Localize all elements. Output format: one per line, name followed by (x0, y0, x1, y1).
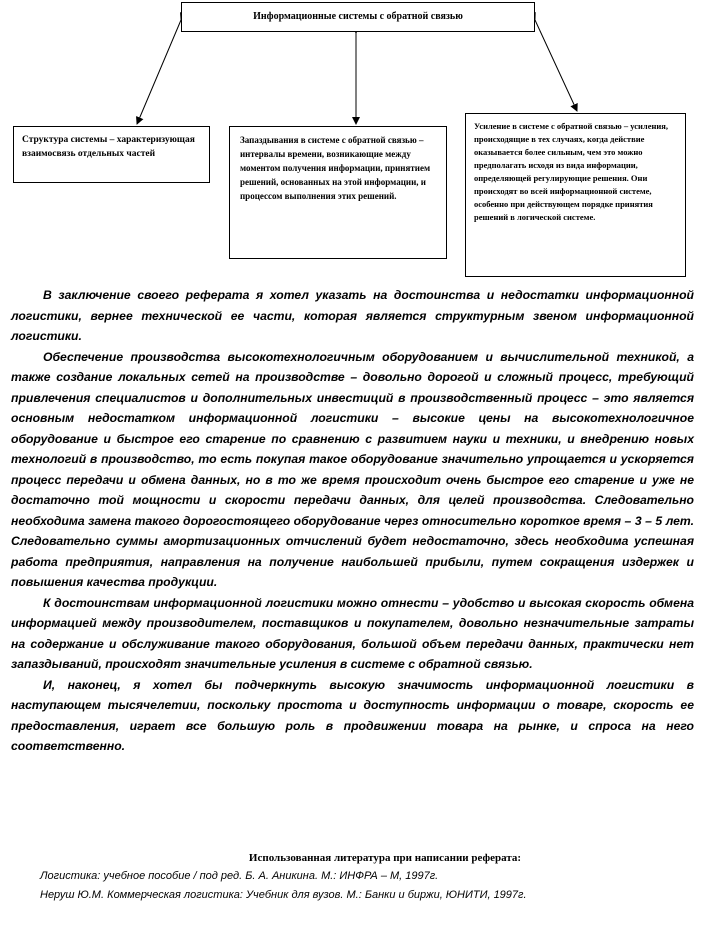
amplification-text: Усиление в системе с обратной связью – усиления, происходящие в тех случаях, когда действие оказывается более сильным, чем это можно предполагать исходя из вида информации, определяющей регулирующие решения. Они происходят во всей информационной системе, особенно при действующем порядке принятия решений в логической системе. (474, 121, 668, 222)
delays-text: Запаздывания в системе с обратной связью – интервалы времени, возникающие между моментом получения информации, принятием решений, основанных на этой информации, и процессом выполнения этих решений. (240, 135, 431, 201)
delays-box (229, 126, 447, 259)
paragraph-final: И, наконец, я хотел бы подчеркнуть высокую значимость информационной логистики в наступающем тысячелетии, поскольку простота и доступность информации о товаре, скорость ее предоставления, играет все большую роль в продвижении товара на рынке, и спроса на него соответственно. (11, 677, 694, 753)
body-text (11, 285, 694, 757)
references-title: Использованная литература при написании реферата: (248, 852, 522, 864)
paragraph-advantages: К достоинствам информационной логистики можно отнести – удобство и высокая скорость обмена информацией между производителем, поставщиков и покупателем, довольно незначительные затраты на содержание и обслуживание такого оборудования, большой объем передачи данных, практически нет запаздываний, происходят значительные усиления в системе с обратной связью. (11, 595, 694, 671)
amplification-box (465, 113, 686, 277)
reference-item: Неруш Ю.М. Коммерческая логистика: Учебник для вузов. М.: Банки и биржи, ЮНИТИ, 1997г. (40, 889, 527, 901)
diagram-title: Информационные системы с обратной связью (253, 11, 463, 22)
structure-box (13, 126, 210, 183)
paragraph-conclusion: В заключение своего реферата я хотел указать на достоинства и недостатки информационной логистики, вернее технической ее части, которая является структурным звеном информационной логистики. (11, 288, 694, 343)
arrow-to-right-box (535, 20, 577, 111)
references-section (40, 852, 690, 905)
paragraph-disadvantages: Обеспечение производства высокотехнологичным оборудованием и вычислительной техникой, а также создание локальных сетей на производстве – довольно дорогой и сложный процесс, требующий привлечения специалистов и дополнительных инвестиций в производственный процесс – это является основным недостатком информационной логистики – высокие цены на высокотехнологичное оборудование и быстрое его старение по сравнению с развитием науки и техники, и внедрению новых технологий в производство, то есть покупая такое оборудование значительно упрощается и ускоряется процесс передачи и обмена данных, но в то же время происходит очень быстрое его старение и уже не достаточно той мощности и скорости передачи данных, для целей производства. Следовательно необходима замена такого дорогостоящего оборудование через относительно короткое время – 3 – 5 лет. Следовательно суммы амортизационных отчислений будет недостаточно, здесь необходима успешная работа предприятия, направления на получение наибольшей прибыли, путем сокращения издержек и повышения качества продукции. (11, 349, 694, 589)
reference-item: Логистика: учебное пособие / под ред. Б. А. Аникина. М.: ИНФРА – М, 1997г. (40, 870, 439, 882)
arrow-to-left-box (137, 20, 181, 124)
structure-text: Структура системы – характеризующая взаимосвязь отдельных частей (22, 135, 195, 159)
diagram-title-box (181, 2, 535, 32)
